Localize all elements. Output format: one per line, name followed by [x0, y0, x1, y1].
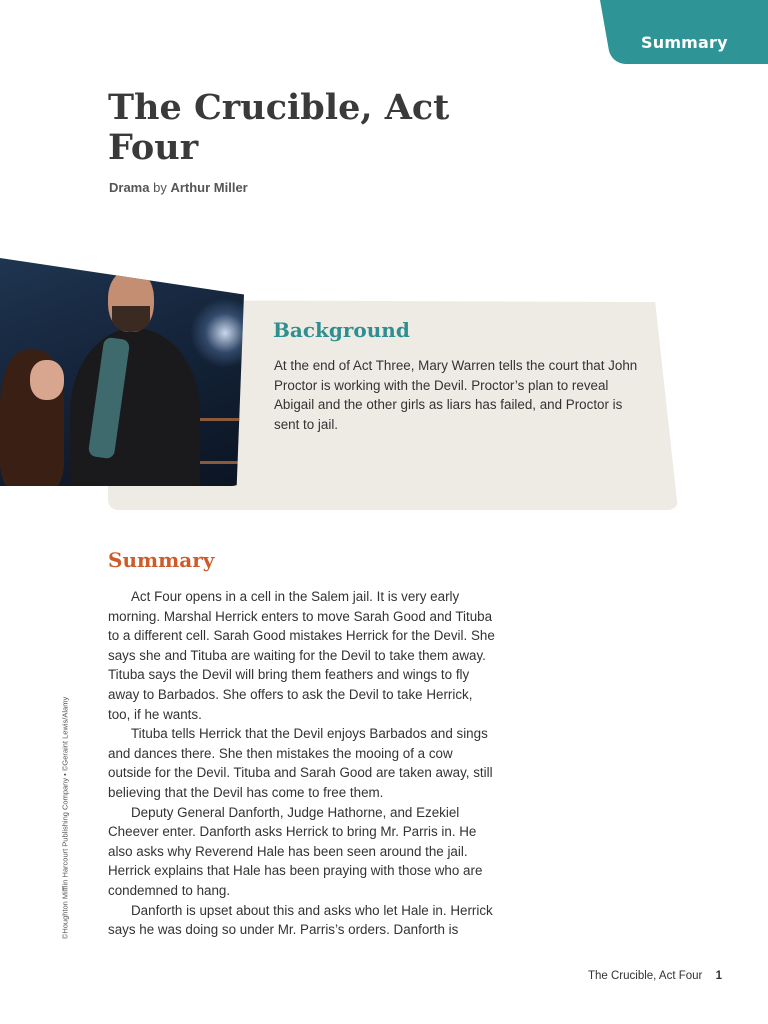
- summary-paragraph: Tituba tells Herrick that the Devil enjoys Barbados and sings and dances there. She then mistakes the mooing of a cow outside for the Devil. Tituba and Sarah Good are taken away, still believing that the Devil has come to free them.: [108, 726, 493, 800]
- summary-paragraph: Deputy General Danforth, Judge Hathorne, and Ezekiel Cheever enter. Danforth asks Herrick to bring Mr. Parris in. He also asks why Reverend Hale has been seen around the jail. Herrick explains that Hale has been praying with those who are condemned to hang.: [108, 804, 483, 898]
- summary-tab: [600, 0, 768, 64]
- author-name: Arthur Miller: [170, 180, 248, 195]
- stage-railing: [200, 418, 244, 464]
- background-text: At the end of Act Three, Mary Warren tells the court that John Proctor is working with the Devil. Proctor’s plan to reveal Abigail and the other girls as liars has failed, and Proctor is sent to jail.: [274, 358, 638, 432]
- summary-body: [108, 587, 496, 940]
- photo-credit: ©Houghton Mifflin Harcourt Publishing Company • ©Geraint Lewis/Alamy: [60, 696, 70, 940]
- page-footer: [588, 970, 722, 982]
- page-title: The Crucible, Act Four: [108, 87, 450, 168]
- man-figure: [70, 328, 200, 486]
- background-heading: Background: [273, 318, 410, 342]
- genre-label: Drama: [109, 180, 150, 195]
- scene-photo: [0, 258, 244, 486]
- byline-by: by: [153, 180, 167, 195]
- summary-heading: Summary: [108, 548, 215, 572]
- woman-face: [30, 360, 64, 400]
- summary-paragraph: Danforth is upset about this and asks who let Hale in. Herrick says he was doing so under Mr. Parris’s orders. Danforth is: [108, 902, 493, 938]
- stage-light: [190, 298, 244, 368]
- man-beard: [112, 306, 150, 332]
- summary-paragraph: Act Four opens in a cell in the Salem jail. It is very early morning. Marshal Herrick enters to move Sarah Good and Tituba to a different cell. Sarah Good mistakes Herrick for the Devil. She says she and Tituba are waiting for the Devil to take them away. Tituba says the Devil will bring them feathers and wings to fly away to Barbados. She offers to ask the Devil to take Herrick, too, if he wants.: [108, 589, 495, 722]
- byline: [109, 180, 248, 195]
- footer-title: The Crucible, Act Four: [587, 970, 703, 982]
- page-number: 1: [715, 970, 722, 982]
- summary-tab-label: Summary: [641, 33, 728, 52]
